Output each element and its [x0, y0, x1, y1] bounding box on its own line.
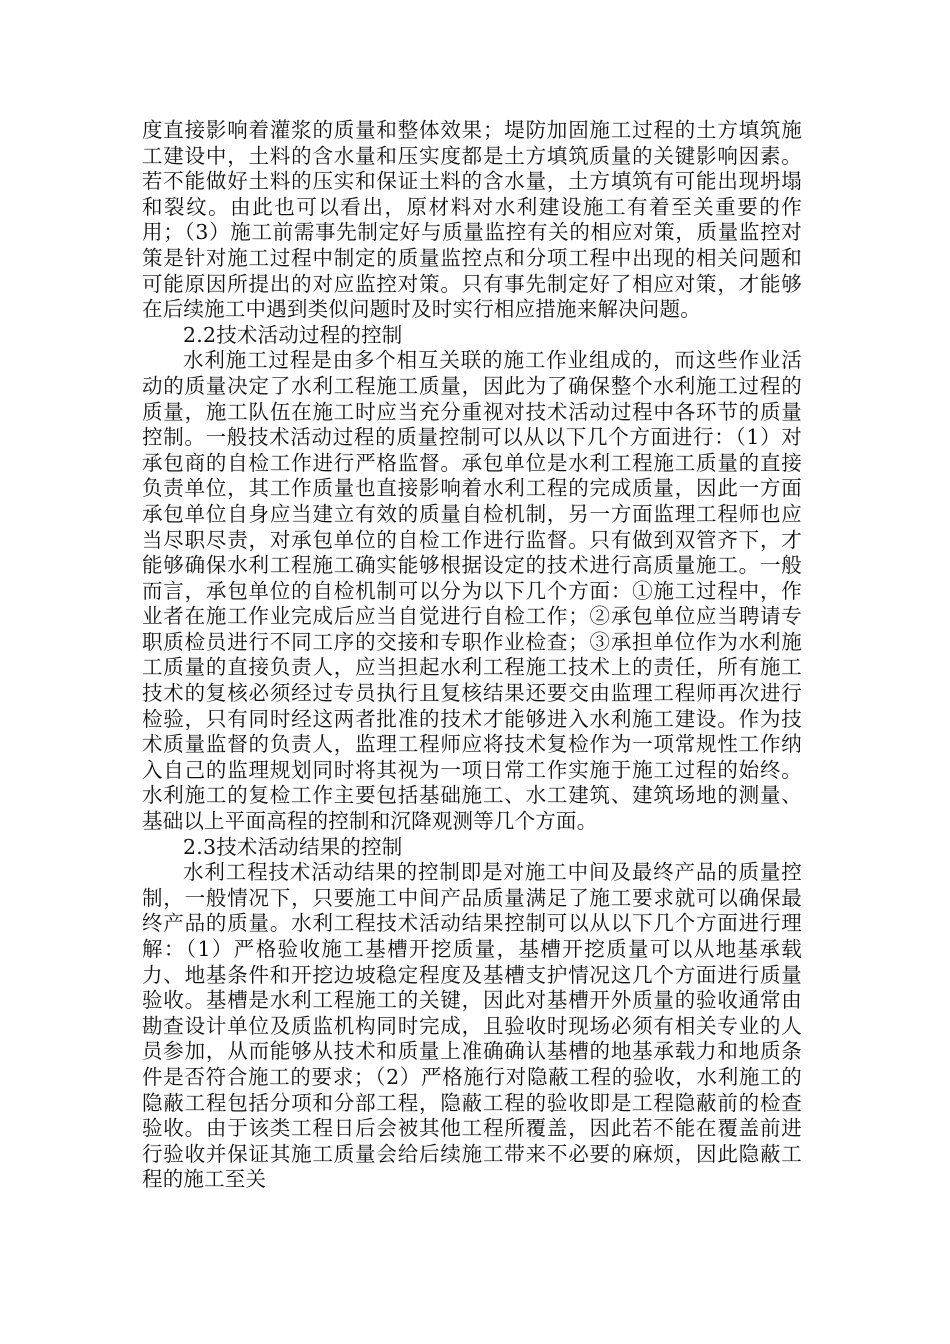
paragraph-process-control: 水利施工过程是由多个相互关联的施工作业组成的，而这些作业活动的质量决定了水利工程施工质量，因此为了确保整个水利施工过程的质量，施工队伍在施工时应当充分重视对技术活动过程中各环节的质量控制。一般技术活动过程的质量控制可以从以下几个方面进行：（1）对承包商的自检工作进行严格监督。承包单位是水利工程施工质量的直接负责单位，其工作质量也直接影响着水利工程的完成质量，因此一方面承包单位自身应当建立有效的质量自检机制，另一方面监理工程师也应当尽职尽责，对承包单位的自检工作进行监督。只有做到双管齐下，才能够确保水利工程施工确实能够根据设定的技术进行高质量施工。一般而言，承包单位的自检机制可以分为以下几个方面：①施工过程中，作业者在施工作业完成后应当自觉进行自检工作；②承包单位应当聘请专职质检员进行不同工序的交接和专职作业检查；③承担单位作为水利施工质量的直接负责人，应当担起水利工程施工技术上的责任，所有施工技术的复核必须经过专员执行且复核结果还要交由监理工程师再次进行检验，只有同时经这两者批准的技术才能够进入水利施工建设。作为技术质量监督的负责人，监理工程师应将技术复检作为一项常规性工作纳入自己的监理规划同时将其视为一项日常工作实施于施工过程的始终。水利施工的复检工作主要包括基础施工、水工建筑、建筑场地的测量、基础以上平面高程的控制和沉降观测等几个方面。	[142, 348, 802, 834]
section-heading-2-3: 2.3技术活动结果的控制	[183, 834, 403, 859]
section-heading-2-2: 2.2技术活动过程的控制	[183, 322, 403, 347]
paragraph-continued: 度直接影响着灌浆的质量和整体效果；堤防加固施工过程的土方填筑施工建设中，土料的含水量和压实度都是土方填筑质量的关键影响因素。若不能做好土料的压实和保证土料的含水量，土方填筑有可能出现坍塌和裂纹。由此也可以看出，原材料对水利建设施工有着至关重要的作用；（3）施工前需事先制定好与质量监控有关的相应对策，质量监控对策是针对施工过程中制定的质量监控点和分项工程中出现的相关问题和可能原因所提出的对应监控对策。只有事先制定好了相应对策，才能够在后续施工中遇到类似问题时及时实行相应措施来解决问题。	[142, 118, 802, 322]
paragraph-result-control: 水利工程技术活动结果的控制即是对施工中间及最终产品的质量控制，一般情况下，只要施工中间产品质量满足了施工要求就可以确保最终产品的质量。水利工程技术活动结果控制可以从以下几个方面进行理解：（1）严格验收施工基槽开挖质量，基槽开挖质量可以从地基承载力、地基条件和开挖边坡稳定程度及基槽支护情况这几个方面进行质量验收。基槽是水利工程施工的关键，因此对基槽开外质量的验收通常由勘查设计单位及质监机构同时完成，且验收时现场必须有相关专业的人员参加，从而能够从技术和质量上准确确认基槽的地基承载力和地质条件是否符合施工的要求；（2）严格施行对隐蔽工程的验收，水利施工的隐蔽工程包括分项和分部工程，隐蔽工程的验收即是工程隐蔽前的检查验收。由于该类工程日后会被其他工程所覆盖，因此若不能在覆盖前进行验收并保证其施工质量会给后续施工带来不必要的麻烦，因此隐蔽工程的施工至关	[142, 860, 802, 1192]
document-body	[142, 118, 802, 1193]
